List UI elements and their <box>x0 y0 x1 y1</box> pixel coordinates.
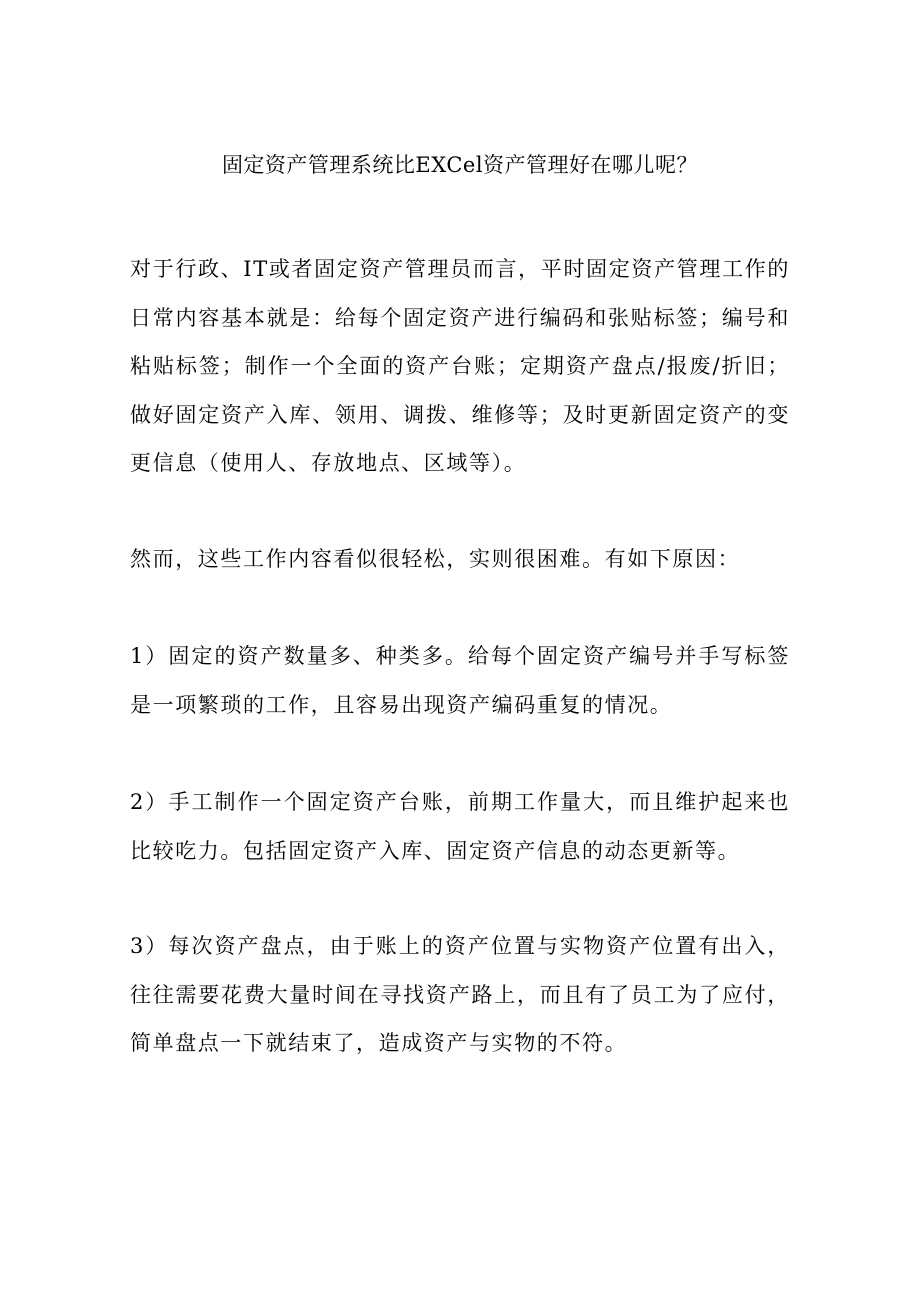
document-title: 固定资产管理系统比EXCel资产管理好在哪儿呢？ <box>221 153 699 177</box>
paragraph-intro: 对于行政、IT或者固定资产管理员而言，平时固定资产管理工作的日常内容基本就是：给每个固定资产进行编码和张贴标签；编号和粘贴标签；制作一个全面的资产台账；定期资产盘点/报废/折旧；做好固定资产入库、领用、调拨、维修等；及时更新固定资产的变更信息（使用人、存放地点、区域等）。 <box>130 257 790 475</box>
paragraph-reason-3: 3）每次资产盘点，由于账上的资产位置与实物资产位置有出入，往往需要花费大量时间在寻找资产路上，而且有了员工为了应付，简单盘点一下就结束了，造成资产与实物的不符。 <box>130 934 790 1055</box>
paragraph-reason-1: 1）固定的资产数量多、种类多。给每个固定资产编号并手写标签是一项繁琐的工作，且容易出现资产编码重复的情况。 <box>130 644 790 717</box>
paragraph-however: 然而，这些工作内容看似很轻松，实则很困难。有如下原因： <box>130 547 741 571</box>
paragraph-reason-2: 2）手工制作一个固定资产台账，前期工作量大，而且维护起来也比较吃力。包括固定资产入库、固定资产信息的动态更新等。 <box>130 790 790 863</box>
